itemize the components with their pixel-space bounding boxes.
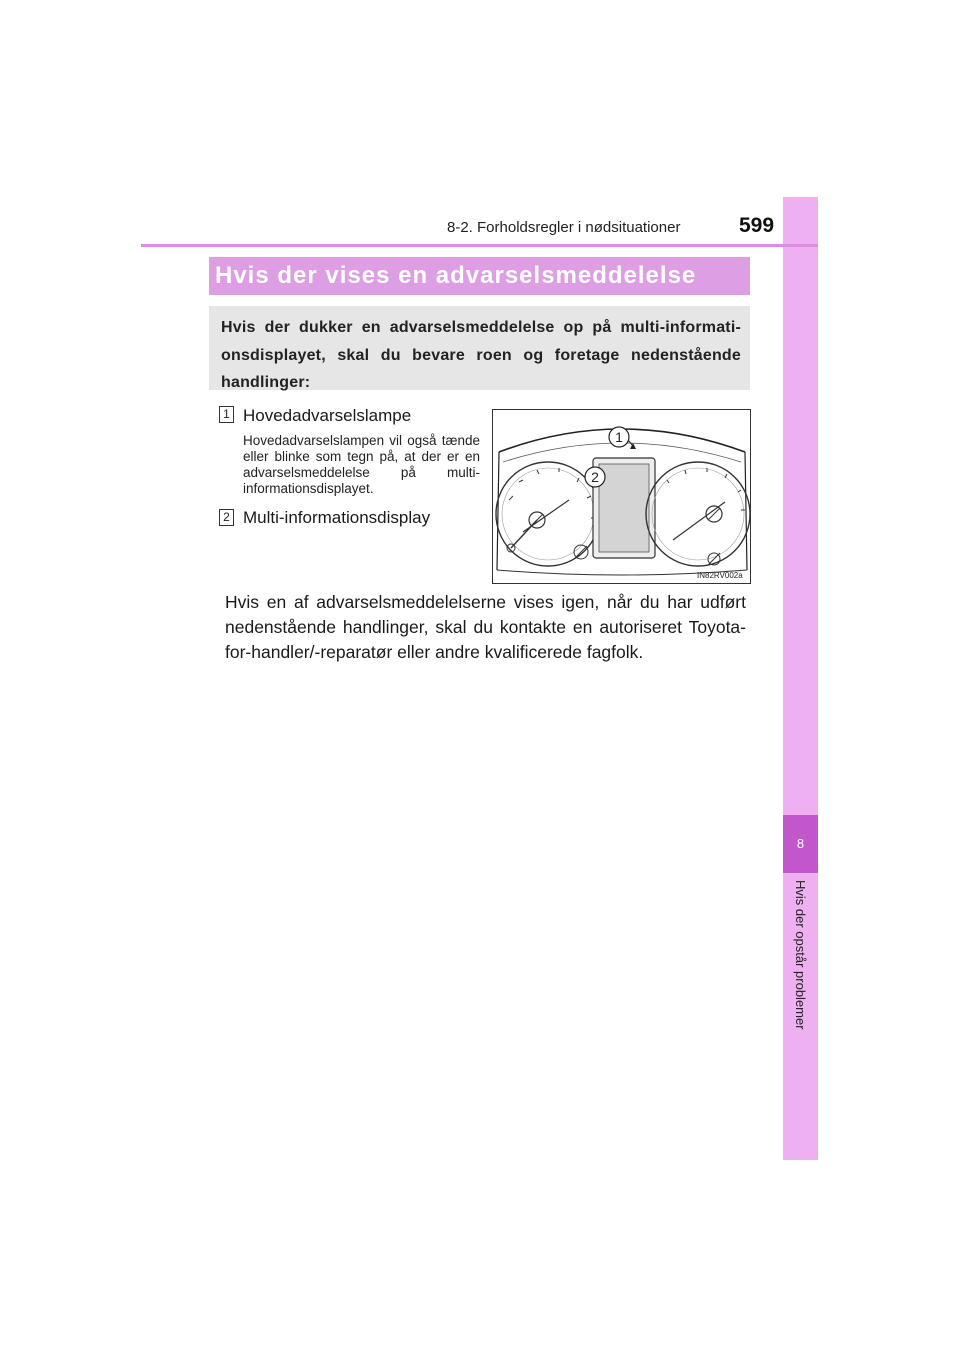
section-header: 8-2. Forholdsregler i nødsituationer bbox=[447, 219, 681, 236]
callout-1 bbox=[609, 427, 633, 447]
intro-text: Hvis der dukker en advarselsmeddelelse op på multi-informati-onsdisplayet, skal du bevare roen og foretage nedenstående handlinger: bbox=[221, 319, 741, 391]
callout-2 bbox=[585, 467, 605, 487]
header-rule bbox=[141, 244, 818, 247]
item-description: Hovedadvarselslampen vil også tænde eller blinke som tegn på, at der er en advarselsmeddelelse på multi-informationsdisplayet. bbox=[243, 433, 480, 496]
tachometer-gauge bbox=[646, 462, 750, 566]
chapter-title: Hvis der opstår problemer bbox=[793, 880, 808, 1030]
bottom-paragraph: Hvis en af advarselsmeddelelserne vises igen, når du har udført nedenstående handlinger, skal du kontakte en autoriseret Toyota-for-handler/-reparatør eller andre kvalificerede fagfolk. bbox=[225, 592, 746, 662]
item-title: Multi-informationsdisplay bbox=[243, 508, 431, 527]
svg-text:1: 1 bbox=[615, 429, 623, 445]
figure-code: IN82RV002a bbox=[697, 571, 743, 580]
chapter-number: 8 bbox=[783, 815, 818, 873]
item-number-badge: 1 bbox=[219, 406, 234, 423]
page-number: 599 bbox=[739, 214, 775, 237]
page-title: Hvis der vises en advarselsmeddelelse bbox=[215, 262, 697, 289]
speedometer-gauge bbox=[496, 462, 600, 566]
item-number-badge: 2 bbox=[219, 509, 234, 526]
svg-text:2: 2 bbox=[591, 469, 599, 485]
instrument-cluster-figure bbox=[492, 409, 751, 584]
instrument-cluster-illustration bbox=[493, 410, 750, 583]
item-title: Hovedadvarselslampe bbox=[243, 406, 412, 425]
